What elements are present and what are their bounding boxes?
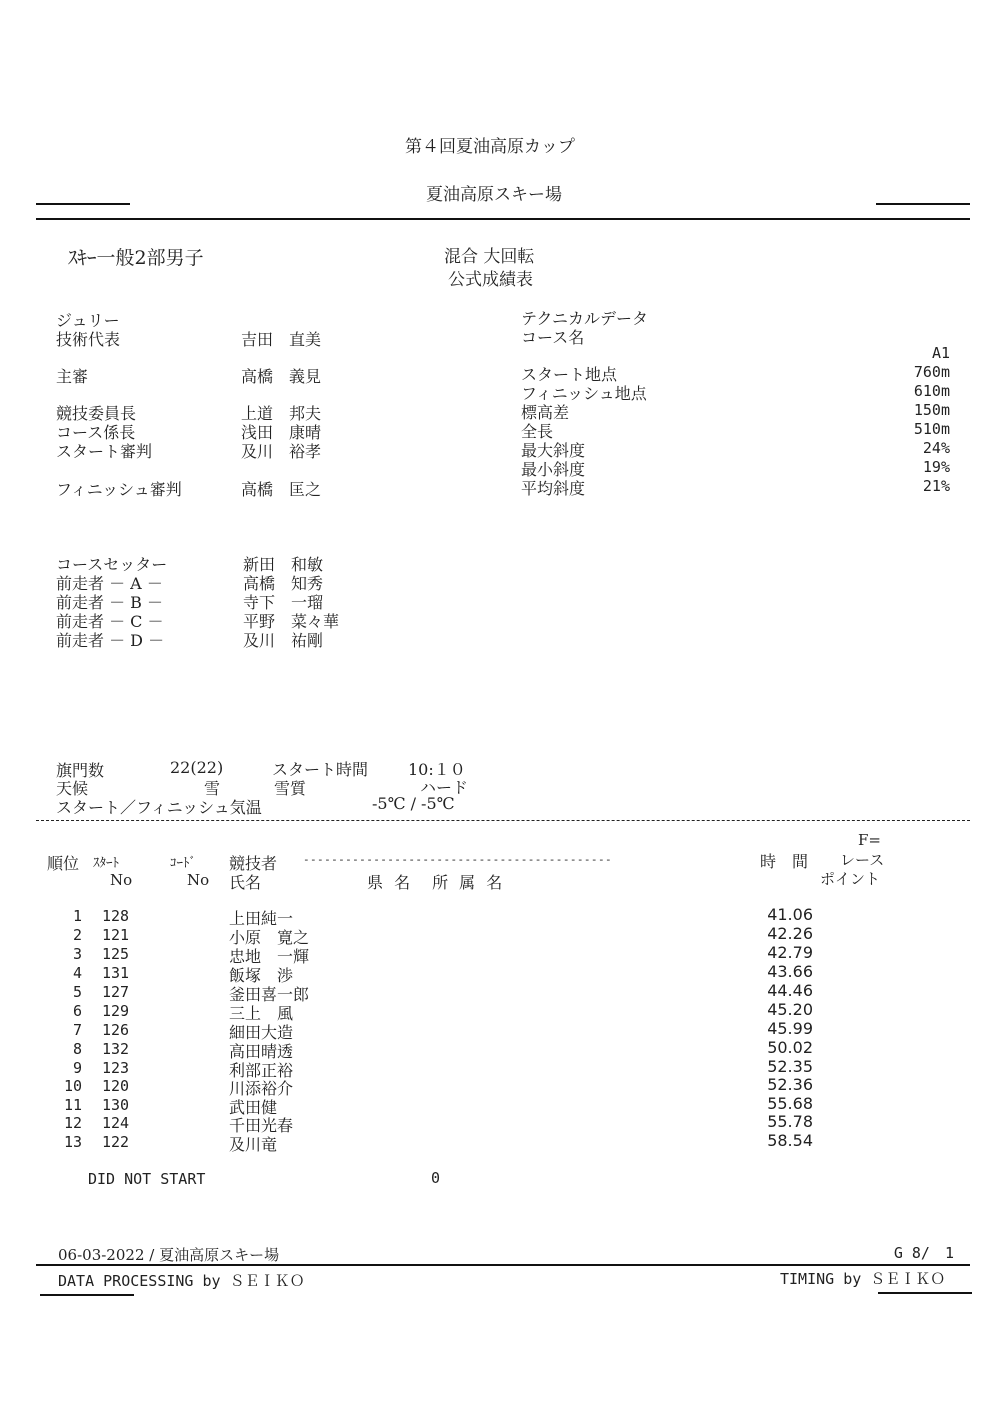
official-name: 寺下 一瑠 bbox=[243, 593, 324, 612]
tech-value: 21% bbox=[922, 477, 950, 495]
row-name: 釜田喜一郎 bbox=[229, 985, 310, 1004]
header-divider bbox=[36, 218, 970, 220]
tech-label: スタート地点 bbox=[521, 365, 618, 384]
jury-role: コース係長 bbox=[56, 423, 136, 442]
col-code-no: No bbox=[187, 871, 210, 889]
row-rank: 8 bbox=[72, 1040, 82, 1058]
row-name: 細田大造 bbox=[229, 1023, 294, 1042]
row-name: 千田光春 bbox=[229, 1116, 294, 1135]
footer-data-processing: DATA PROCESSING by ＳＥＩＫＯ bbox=[58, 1272, 305, 1290]
jury-name: 及川 裕孝 bbox=[241, 442, 322, 461]
row-bib: 131 bbox=[102, 964, 130, 982]
jury-name: 吉田 直美 bbox=[241, 330, 322, 349]
row-time: 52.36 bbox=[767, 1075, 813, 1094]
tech-label: 最小斜度 bbox=[521, 460, 586, 479]
gates-value: 22(22) bbox=[170, 758, 224, 777]
row-rank: 6 bbox=[72, 1002, 82, 1020]
row-rank: 7 bbox=[72, 1021, 82, 1039]
row-time: 52.35 bbox=[767, 1057, 813, 1076]
weather-label: 天候 bbox=[56, 779, 89, 798]
row-rank: 11 bbox=[63, 1096, 82, 1114]
col-start-no: No bbox=[110, 871, 133, 889]
official-role: 前走者 － C － bbox=[56, 612, 164, 631]
tech-value: 24% bbox=[922, 439, 950, 457]
jury-role: 技術代表 bbox=[56, 330, 121, 349]
row-bib: 124 bbox=[102, 1114, 130, 1132]
row-name: 上田純一 bbox=[229, 909, 294, 928]
row-time: 50.02 bbox=[767, 1038, 813, 1057]
col-name: 氏名 bbox=[229, 873, 262, 892]
tech-label: フィニッシュ地点 bbox=[521, 384, 647, 403]
row-bib: 128 bbox=[102, 907, 130, 925]
dns-label: DID NOT START bbox=[88, 1170, 206, 1188]
tech-value: 760m bbox=[913, 363, 950, 381]
row-bib: 123 bbox=[102, 1059, 130, 1077]
weather-value: 雪 bbox=[204, 779, 221, 798]
col-f: F= bbox=[858, 831, 881, 849]
tech-label: 最大斜度 bbox=[521, 441, 586, 460]
row-rank: 13 bbox=[63, 1133, 82, 1151]
tech-value: 510m bbox=[913, 420, 950, 438]
row-time: 45.20 bbox=[767, 1000, 813, 1019]
row-time: 42.79 bbox=[767, 943, 813, 962]
start-time-value: 10:１０ bbox=[408, 760, 466, 779]
snow-value: ハード bbox=[420, 778, 469, 797]
official-role: 前走者 － B － bbox=[56, 593, 164, 612]
jury-name: 高橋 義見 bbox=[241, 367, 322, 386]
col-points: ポイント bbox=[820, 870, 881, 888]
course-name-label: コース名 bbox=[521, 328, 585, 347]
official-role: コースセッター bbox=[56, 555, 168, 574]
row-rank: 9 bbox=[72, 1059, 82, 1077]
row-bib: 121 bbox=[102, 926, 130, 944]
tech-label: 平均斜度 bbox=[521, 479, 586, 498]
temp-label: スタート／フィニッシュ気温 bbox=[56, 798, 262, 817]
row-bib: 129 bbox=[102, 1002, 130, 1020]
official-name: 及川 祐剛 bbox=[243, 631, 324, 650]
row-name: 飯塚 渉 bbox=[229, 966, 294, 985]
row-time: 43.66 bbox=[767, 962, 813, 981]
row-rank: 1 bbox=[72, 907, 82, 925]
official-name: 新田 和敏 bbox=[243, 555, 324, 574]
row-bib: 130 bbox=[102, 1096, 130, 1114]
row-rank: 12 bbox=[63, 1114, 82, 1132]
row-name: 及川竜 bbox=[229, 1135, 278, 1154]
jury-role: 主審 bbox=[56, 367, 89, 386]
tech-value: 150m bbox=[913, 401, 950, 419]
jury-title: ジュリー bbox=[56, 311, 120, 330]
footer-timing: TIMING by ＳＥＩＫＯ bbox=[780, 1270, 946, 1288]
tech-label: 全長 bbox=[521, 422, 554, 441]
technical-title: テクニカルデータ bbox=[521, 309, 649, 328]
tech-value: 610m bbox=[913, 382, 950, 400]
row-name: 利部正裕 bbox=[229, 1061, 294, 1080]
col-code: ｺｰﾄﾞ bbox=[170, 856, 196, 871]
discipline-label: 混合 大回転 bbox=[444, 247, 535, 267]
jury-name: 浅田 康晴 bbox=[241, 423, 322, 442]
row-bib: 122 bbox=[102, 1133, 130, 1151]
row-bib: 120 bbox=[102, 1077, 130, 1095]
row-time: 55.68 bbox=[767, 1094, 813, 1113]
dns-count: 0 bbox=[431, 1169, 441, 1187]
jury-role: スタート審判 bbox=[56, 442, 153, 461]
row-name: 武田健 bbox=[229, 1098, 278, 1117]
row-rank: 4 bbox=[72, 964, 82, 982]
jury-role: 競技委員長 bbox=[56, 404, 137, 423]
footer-left-rule bbox=[40, 1294, 134, 1296]
col-time: 時 間 bbox=[760, 852, 809, 871]
row-bib: 132 bbox=[102, 1040, 130, 1058]
row-time: 55.78 bbox=[767, 1112, 813, 1131]
gates-label: 旗門数 bbox=[56, 761, 105, 780]
row-name: 小原 寛之 bbox=[229, 928, 310, 947]
row-rank: 3 bbox=[72, 945, 82, 963]
course-name-value: A1 bbox=[931, 344, 950, 362]
col-pref: 県 名 所 属 名 bbox=[367, 873, 506, 892]
header-right-rule bbox=[876, 203, 970, 205]
row-time: 42.26 bbox=[767, 924, 813, 943]
start-time-label: スタート時間 bbox=[272, 760, 369, 779]
footer-date-venue: 06-03-2022 / 夏油高原スキー場 bbox=[58, 1246, 280, 1264]
row-name: 川添裕介 bbox=[229, 1079, 294, 1098]
official-role: 前走者 － A － bbox=[56, 574, 163, 593]
row-rank: 10 bbox=[63, 1077, 82, 1095]
category-label: ｽｷｰ一般2部男子 bbox=[68, 247, 204, 269]
row-bib: 127 bbox=[102, 983, 130, 1001]
jury-name: 上道 邦夫 bbox=[241, 404, 322, 423]
tech-value: 19% bbox=[922, 458, 950, 476]
footer-right-rule bbox=[878, 1292, 972, 1294]
row-bib: 126 bbox=[102, 1021, 130, 1039]
venue-title: 夏油高原スキー場 bbox=[426, 185, 562, 205]
doc-type-label: 公式成績表 bbox=[448, 270, 533, 290]
official-name: 平野 菜々華 bbox=[243, 612, 340, 631]
tech-label: 標高差 bbox=[521, 403, 570, 422]
footer-page: G 8/ 1 bbox=[893, 1244, 954, 1262]
row-name: 高田晴透 bbox=[229, 1042, 294, 1061]
row-rank: 2 bbox=[72, 926, 82, 944]
row-time: 41.06 bbox=[767, 905, 813, 924]
conditions-divider bbox=[36, 820, 970, 821]
official-role: 前走者 － D － bbox=[56, 631, 165, 650]
row-name: 忠地 一輝 bbox=[229, 947, 310, 966]
col-start: ｽﾀｰﾄ bbox=[93, 856, 119, 871]
footer-divider bbox=[36, 1264, 970, 1266]
snow-label: 雪質 bbox=[274, 779, 307, 798]
row-time: 44.46 bbox=[767, 981, 813, 1000]
jury-name: 高橋 匡之 bbox=[241, 480, 322, 499]
col-rank: 順位 bbox=[47, 854, 80, 873]
row-bib: 125 bbox=[102, 945, 130, 963]
header-left-rule bbox=[36, 203, 130, 205]
col-competitor: 競技者 bbox=[229, 854, 278, 873]
official-name: 高橋 知秀 bbox=[243, 574, 324, 593]
row-name: 三上 風 bbox=[229, 1004, 294, 1023]
jury-role: フィニッシュ審判 bbox=[56, 480, 182, 499]
row-time: 58.54 bbox=[767, 1131, 813, 1150]
event-title: 第４回夏油高原カップ bbox=[405, 137, 575, 157]
col-race: レース bbox=[840, 851, 885, 869]
row-rank: 5 bbox=[72, 983, 82, 1001]
temp-value: -5℃ / -5℃ bbox=[372, 794, 455, 813]
col-dash-line: -------------------------------------------- bbox=[303, 853, 612, 866]
row-time: 45.99 bbox=[767, 1019, 813, 1038]
